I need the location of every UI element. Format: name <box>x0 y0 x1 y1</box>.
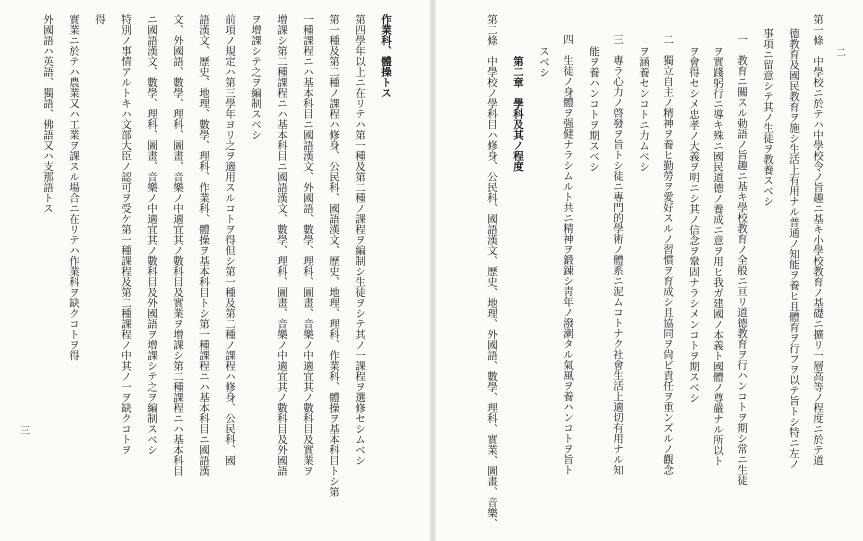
text-column: 二 獨立自主ノ精神ヲ養ヒ勤勞ヲ愛好スルノ習慣ヲ育成シ且協同ヲ尙ビ責任ヲ重ンズルノ觀念 <box>662 34 674 475</box>
text-column: 一種課程ニハ基本科目ニ國語漢文、外國語、數學、理科、圖畫、音樂ノ中適宜其ノ數科目及實業ヲ <box>302 14 314 476</box>
text-column: 文、外國語、數學、理科、圖畫、音樂ノ中適宜其ノ數科目及實業ヲ增課シ第二種課程ニハ基本科目 <box>172 14 184 476</box>
text-column: ヲ增課シテ之ヲ編制スベシ <box>250 14 262 140</box>
text-column: 增課シ第二種課程ニハ基本科目ニ國語漢文、數學、理科、圖畫、音樂ノ中適宜其ノ數科目及外國語 <box>276 14 288 476</box>
chapter-heading: 第二章 學科及其ノ程度 <box>512 56 524 172</box>
text-column: 第一條 中學校ニ於テハ中學校令ノ旨趣ニ基キ小學校教育ノ基礎ニ擴リ一層高等ノ程度ニ於テ道 <box>812 14 824 466</box>
text-column: 得 <box>94 14 106 25</box>
text-column: スベシ <box>538 46 550 78</box>
text-column: 一 教育ニ關スル勅語ノ旨趣ニ基キ學校教育ノ全般ニ亘リ道德教育ヲ行ハンコトヲ期シ常ニ生徒 <box>736 34 748 486</box>
text-column: 外國語ハ英語、獨語、佛語又ハ支那語トス <box>42 14 54 214</box>
text-column: 四 生徒ノ身體ヲ强健ナラシムルト共ニ精神ヲ鍛錬シ靑年ノ潑溂タル氣風ヲ養ハンコトヲ旨ト <box>562 34 574 475</box>
right-page <box>436 0 863 541</box>
text-column: 作業科、體操トス <box>380 14 392 98</box>
page-gutter <box>430 0 436 541</box>
text-column: 第一種及第二種ノ課程ハ修身、公民科、國語漢文、歷史、地理、理科、作業科、體操ヲ基本科目トシ第 <box>328 14 340 497</box>
text-column: 能ヲ養ハンコトヲ期スベシ <box>588 46 600 172</box>
text-column: ヲ涵養センコトニ力ムベシ <box>638 46 650 172</box>
text-column: 特別ノ事情アルトキハ文部大臣ノ認可ヲ受ケ第一種課程及第二種課程ノ中其ノ一ヲ缺クコトヲ <box>120 14 132 455</box>
page-number: 三 <box>20 426 30 437</box>
text-column: 語漢文、歷史、地理、數學、理科、作業科、體操ヲ基本科目トシ第一種課程ニハ基本科目ニ國語漢 <box>198 14 210 476</box>
text-column: 德教育及國民教育ヲ施シ生活上有用ナル普通ノ知能ヲ養ヒ且體育ヲ行フヲ以テ旨トシ特ニ左ノ <box>788 28 800 469</box>
text-column: ヲ會得セシメ忠孝ノ大義ヲ明ニシ其ノ信念ヲ鞏固ナラシメンコトヲ期スベシ <box>688 46 700 403</box>
left-page <box>0 0 430 541</box>
text-column: 第二條 中學校ノ學科目ハ修身、公民科、國語漢文、歷史、地理、外國語、數學、理科、實業、圖畫、音樂、 <box>486 14 498 529</box>
text-column: 實業ニ於テハ農業又ハ工業ヲ課スル場合ニ在リテハ作業科ヲ缺クコトヲ得 <box>68 14 80 361</box>
text-column: ヲ實踐躬行ニ導キ殊ニ國民道德ノ養成ニ意ヲ用ヒ我ガ建國ノ本義ト國體ノ尊嚴ナル所以ト <box>712 46 724 466</box>
text-column: ニ國語漢文、數學、理科、圖畫、音樂ノ中適宜其ノ數科目及外國語ヲ增課シテ之ヲ編制スベシ <box>146 14 158 455</box>
page-number: 二 <box>836 48 846 59</box>
text-column: 第四學年以上ニ在リテハ第一種及第二種ノ課程ヲ編制シ生徒ヲシテ其ノ一課程ヲ選修セシムベシ <box>354 14 366 466</box>
text-column: 三 專ラ心力ノ啓發ヲ旨トシ徒ニ專門的學術ノ體系ニ泥ムコトナク社會生活上適切有用ナル知 <box>612 34 624 475</box>
text-column: 前項ノ規定ハ第三學年ヨリ之ヲ適用スルコトヲ得但シ第一種及第二種ノ課程ハ修身、公民科、國 <box>224 14 236 466</box>
text-column: 事項ニ留意シテ其ノ生徒ヲ教養スベシ <box>762 28 774 207</box>
